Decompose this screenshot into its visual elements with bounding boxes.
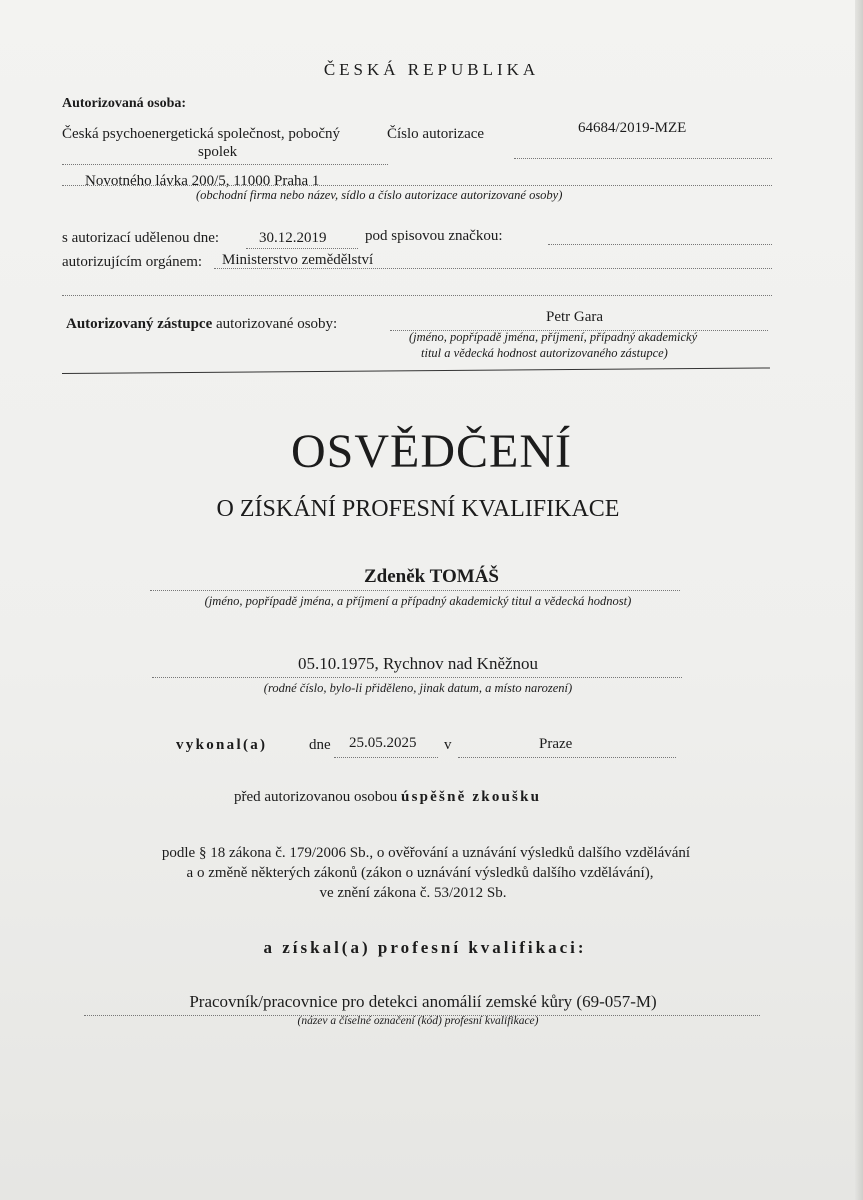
representative-caption-line2: titul a vědecká hodnost autorizovaného zástupce)	[421, 346, 668, 360]
organization-name-line2: spolek	[198, 144, 238, 160]
organization-dotted-line	[62, 164, 388, 165]
exam-statement	[234, 789, 541, 806]
law-reference-line2: a o změně některých zákonů (zákon o uznávání výsledků dalšího vzdělávání),	[186, 865, 654, 881]
birth-info: 05.10.1975, Rychnov nad Kněžnou	[297, 654, 539, 673]
certificate-title: OSVĚDČENÍ	[291, 425, 572, 478]
holder-caption: (jméno, popřípadě jména, a příjmení a případný akademický titul a vědecká hodnost)	[204, 594, 632, 608]
authorization-number: 64684/2019-MZE	[578, 120, 687, 136]
organization-name-line1: Česká psychoenergetická společnost, pobočný	[62, 126, 340, 142]
address-dotted-line	[62, 185, 772, 186]
granted-date: 30.12.2019	[259, 230, 327, 246]
birth-caption: (rodné číslo, bylo-li přiděleno, jinak datum, a místo narození)	[263, 681, 573, 695]
day-label: dne	[309, 737, 331, 753]
file-number-dotted-line	[548, 244, 772, 245]
exam-place-dotted-line	[458, 757, 676, 758]
birth-dotted-line	[152, 677, 682, 678]
qualification-caption: (název a číselné označení (kód) profesní kvalifikace)	[297, 1015, 539, 1027]
qualification-name: Pracovník/pracovnice pro detekci anomálií zemské kůry (69-057-M)	[189, 992, 657, 1011]
country-heading: ČESKÁ REPUBLIKA	[323, 60, 540, 79]
authority-dotted-line	[214, 268, 772, 269]
acquired-statement: a získal(a) profesní kvalifikaci:	[263, 938, 587, 957]
exam-date: 25.05.2025	[349, 735, 417, 751]
in-label: v	[444, 737, 452, 753]
header-separator-line	[62, 367, 770, 374]
authority-name: Ministerstvo zemědělství	[222, 252, 374, 268]
law-reference-line1: podle § 18 zákona č. 179/2006 Sb., o ověřování a uznávání výsledků dalšího vzdělávání	[161, 845, 691, 861]
representative-name: Petr Gara	[546, 309, 604, 325]
representative-label-bold: Autorizovaný zástupce	[66, 316, 213, 332]
granted-label: s autorizací udělenou dne:	[62, 230, 220, 246]
organization-address: Novotného lávka 200/5, 11000 Praha 1	[85, 173, 320, 189]
holder-name: Zdeněk TOMÁŠ	[364, 566, 499, 587]
representative-caption-line1: (jméno, popřípadě jména, příjmení, případný akademický	[409, 330, 698, 344]
authorization-number-dotted-line	[514, 158, 772, 159]
exam-place: Praze	[539, 736, 573, 752]
blank-dotted-line	[62, 295, 772, 296]
certificate-subtitle: O ZÍSKÁNÍ PROFESNÍ KVALIFIKACE	[216, 496, 620, 522]
granted-date-dotted-line	[246, 248, 358, 249]
passed-label: vykonal(a)	[176, 737, 268, 753]
authorized-person-label: Autorizovaná osoba:	[62, 96, 187, 111]
holder-dotted-line	[150, 590, 680, 591]
authority-label: autorizujícím orgánem:	[62, 254, 203, 270]
success-text: úspěšně zkoušku	[401, 789, 542, 805]
law-reference-line3: ve znění zákona č. 53/2012 Sb.	[319, 885, 507, 901]
organization-caption: (obchodní firma nebo název, sídlo a číslo autorizace autorizované osoby)	[196, 188, 563, 202]
exam-date-dotted-line	[334, 757, 438, 758]
representative-label	[66, 316, 337, 333]
before-text: před autorizovanou osobou	[234, 789, 402, 805]
representative-label-rest: autorizované osoby:	[212, 316, 338, 332]
file-number-label: pod spisovou značkou:	[365, 228, 503, 244]
authorization-number-label: Číslo autorizace	[387, 126, 485, 142]
